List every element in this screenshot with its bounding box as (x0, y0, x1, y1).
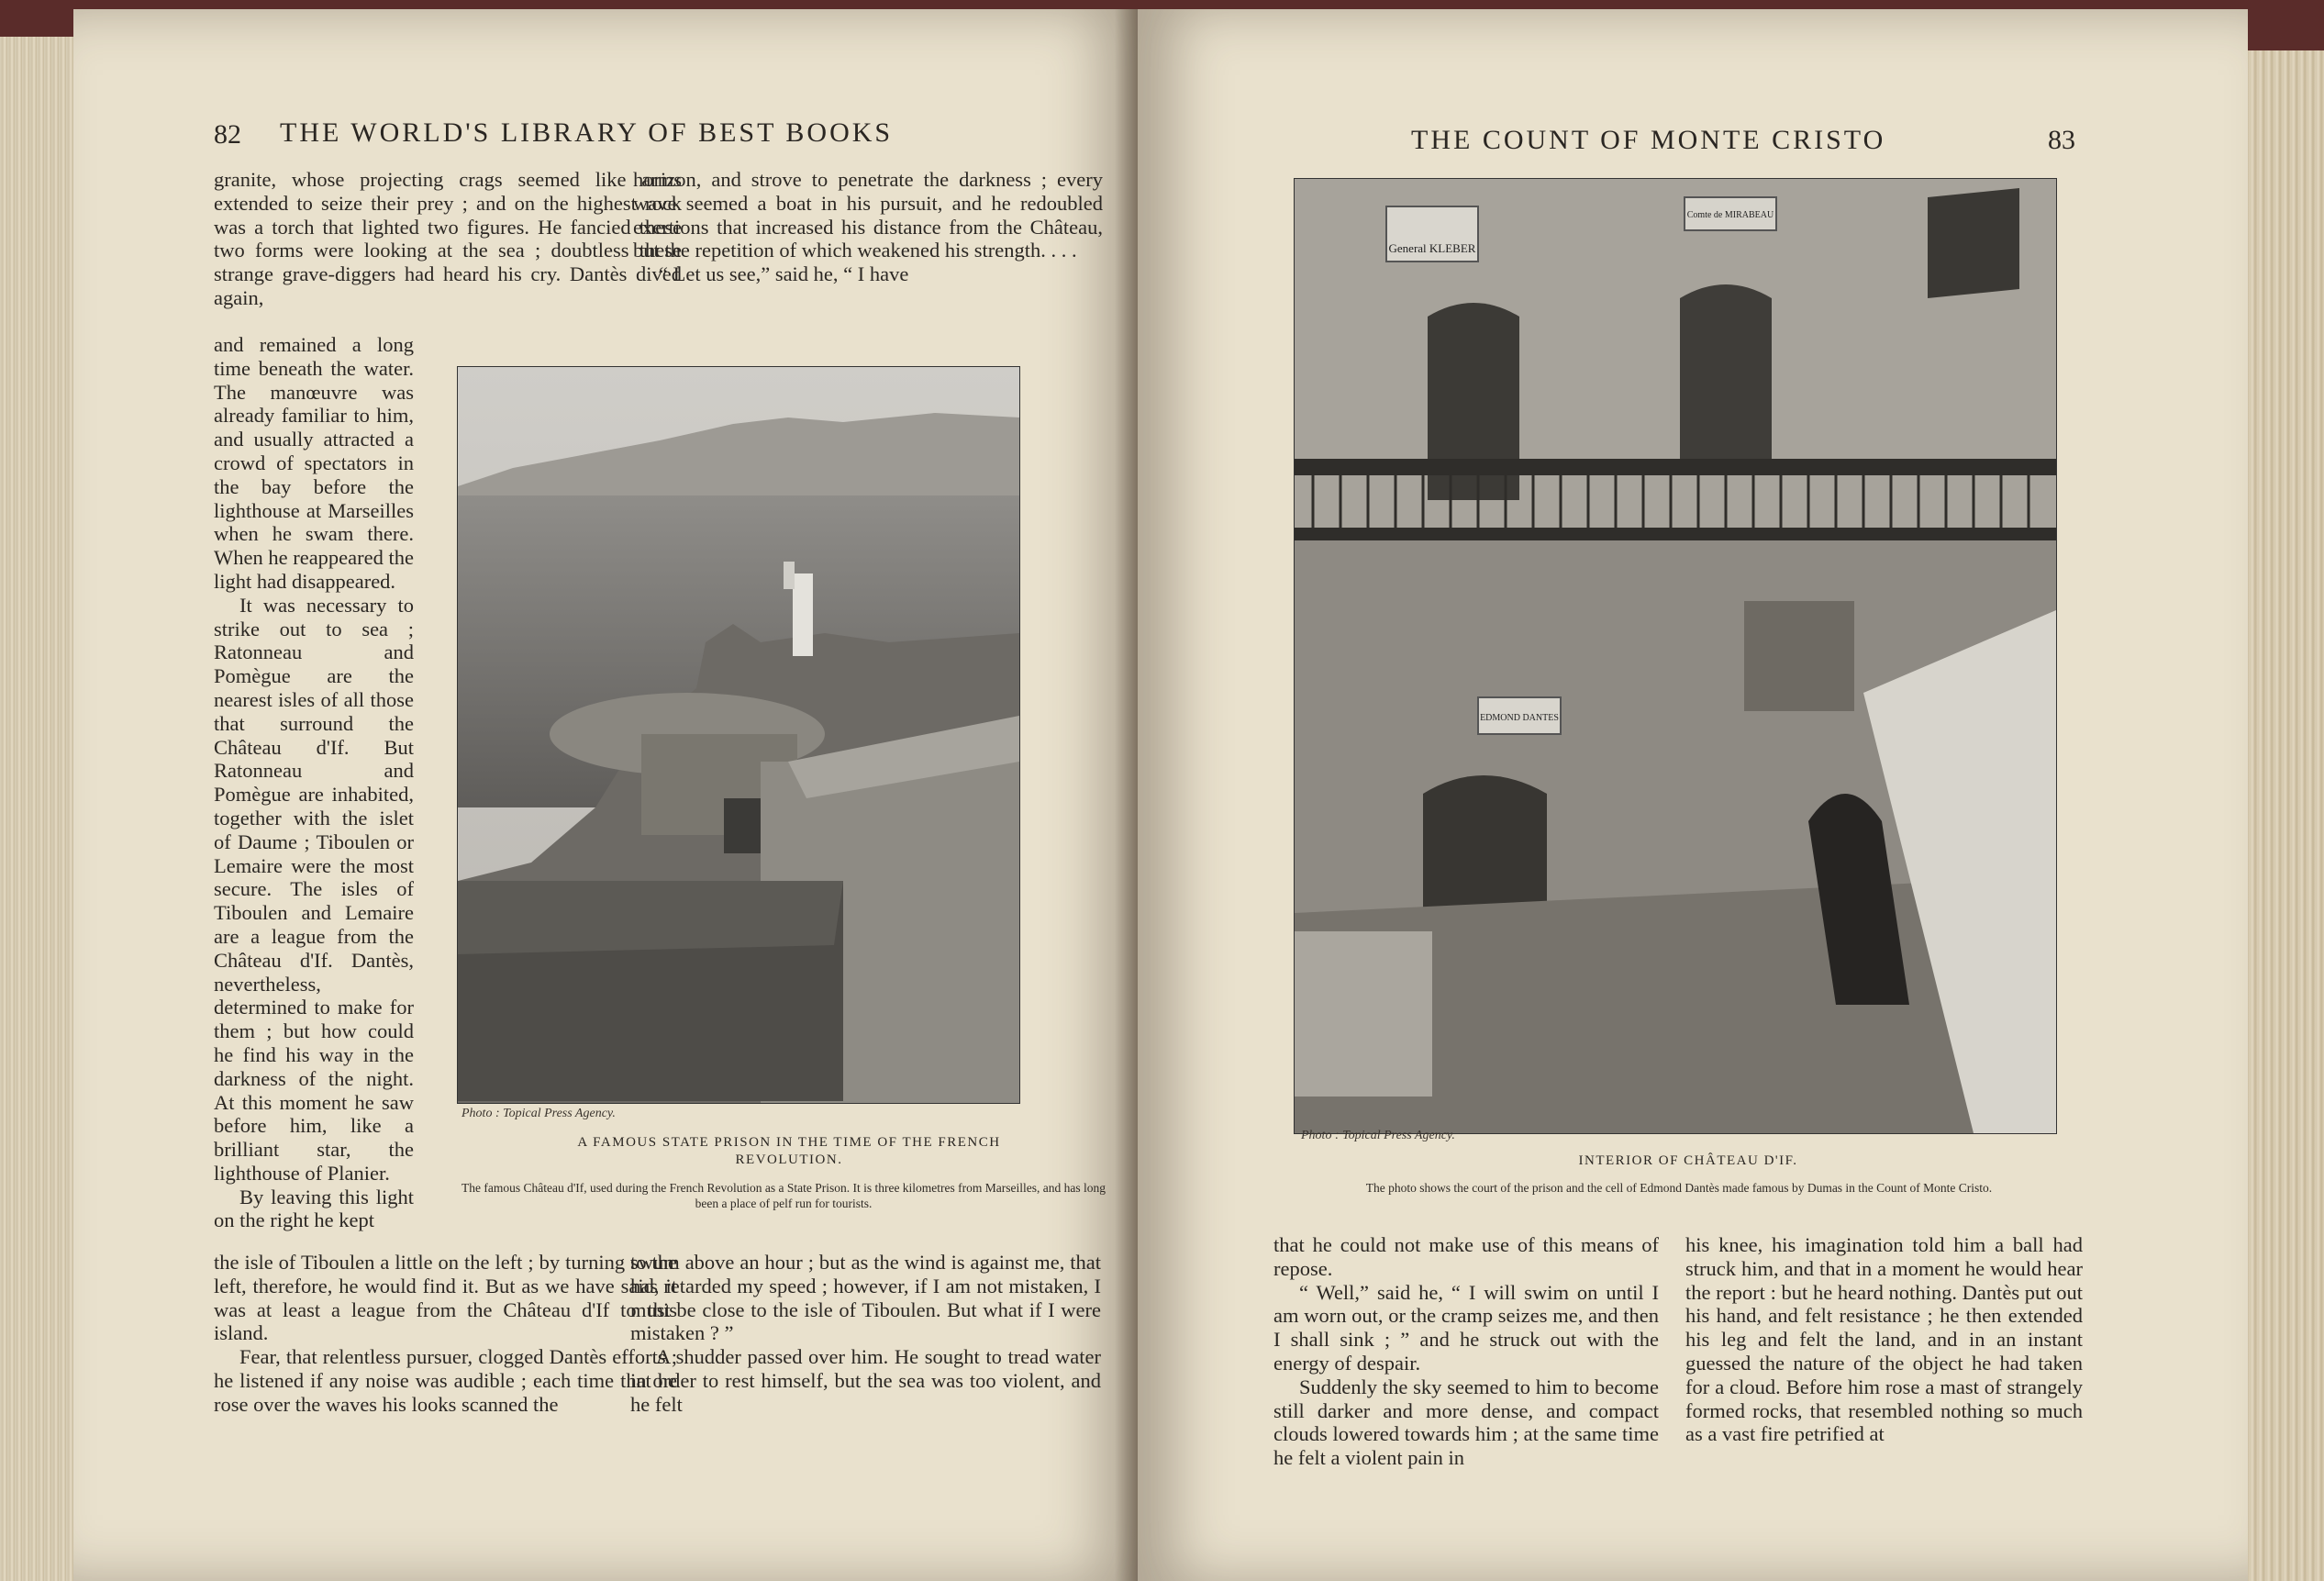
right-page-edges (2241, 50, 2324, 1581)
para-narrow-a: and remained a long time beneath the water. The manœuvre was already familiar to him, and usually attracted a crowd of spectators in the bay before the lighthouse at Marseilles when he swam there. When he reappeared the light had disappeared. (214, 333, 414, 593)
right-photo-credit: Photo : Topical Press Agency. (1301, 1129, 1455, 1142)
left-running-head: THE WORLD'S LIBRARY OF BEST BOOKS (280, 117, 894, 148)
right-caption-desc: The photo shows the court of the prison and the cell of Edmond Dantès made famous by Dumas in the Count of Monte Cristo. (1365, 1181, 1993, 1195)
right-page-number: 83 (2048, 125, 2075, 155)
para-bottom-b: Fear, that relentless pursuer, clogged Dantès efforts ; he listened if any noise was audible ; each time that he rose over the waves his looks scanned the (214, 1345, 677, 1416)
photo-chateau-interior (1294, 178, 2057, 1134)
photo-chateau-exterior (457, 366, 1020, 1104)
para-bottom-a: the isle of Tiboulen a little on the left ; by turning to the left, therefore, he would find it. But as we have said, it was at least a league from the Château d'If to this island. (214, 1251, 677, 1345)
left-page (73, 9, 1138, 1581)
left-col1-top: granite, whose projecting crags seemed like arms extended to seize their prey ; and on the highest rock was a torch that lighted two figures. He fancied these two forms were looking at the sea ; doubtless these strange grave-diggers had heard his cry. Dantès dived again, (214, 168, 682, 309)
para-narrow-b: It was necessary to strike out to sea ; Ratonneau and Pomègue are the nearest isles of all those that surround the Château d'If. But Ratonneau and Pomègue are inhabited, together with the islet of Daume ; Tiboulen or Lemaire were the most secure. The isles of Tiboulen and Lemaire are a league from the Château d'If. Dantès, nevertheless, determined to make for them ; but how could he find his way in the darkness of the night. At this moment he saw before him, like a brilliant star, the lighthouse of Planier. (214, 593, 414, 1185)
left-col2-bottom: swum above an hour ; but as the wind is against me, that has retarded my speed ; however, if I am not mistaken, I must be close to the isle of Tiboulen. But what if I were mistaken ? ” A shudder passed over him. He sought to tread water in order to rest himself, but the sea was too violent, and he felt (630, 1251, 1101, 1416)
left-col1-narrow (214, 333, 414, 1232)
left-col1-bottom (214, 1251, 677, 1417)
sign-kleber: General KLEBER (1388, 241, 1476, 255)
left-col2-top: horizon, and strove to penetrate the darkness ; every wave seemed a boat in his pursuit, and he redoubled exertions that increased his distance from the Château, but the repetition of which weakened his strength. . . . “ Let us see,” said he, “ I have (633, 168, 1103, 286)
right-col1: that he could not make use of this means of repose. “ Well,” said he, “ I will swim on until I am worn out, or the cramp seizes me, and then I shall sink ; ” and he struck out with the energy of despair. Suddenly the sky seemed to him to become still darker and more dense, and compact clouds lowered towards him ; at the same time he felt a violent pain in (1273, 1233, 1659, 1470)
left-photo-credit: Photo : Topical Press Agency. (461, 1107, 616, 1120)
right-caption-title: INTERIOR OF CHÂTEAU D'IF. (1578, 1153, 1798, 1168)
para-narrow-c: By leaving this light on the right he kept (214, 1185, 414, 1232)
chateau-interior-image (1295, 179, 2056, 1133)
right-page (1138, 9, 2248, 1581)
right-col2: his knee, his imagination told him a ball had struck him, and that in a moment he would hear the report : but he heard nothing. Dantès put out his hand, and felt resistance ; he then extended his leg and felt the land, and in an instant guessed the nature of the object he had taken for a cloud. Before him rose a mast of strangely formed rocks, that resembled nothing so much as a vast fire petrified at (1685, 1233, 2083, 1446)
left-page-number: 82 (214, 119, 241, 150)
sign-mirabeau: Comte de MIRABEAU (1686, 210, 1774, 220)
left-caption-title: A FAMOUS STATE PRISON IN THE TIME OF THE FRENCH REVOLUTION. (577, 1135, 1001, 1167)
right-running-head: THE COUNT OF MONTE CRISTO (1411, 125, 1886, 155)
left-caption-desc: The famous Château d'If, used during the French Revolution as a State Prison. It is three kilometres from Marseilles, and has long been a place of pelf run for tourists. (461, 1181, 1106, 1210)
sign-dantes: EDMOND DANTES (1480, 713, 1559, 723)
chateau-exterior-image (458, 367, 1019, 1103)
